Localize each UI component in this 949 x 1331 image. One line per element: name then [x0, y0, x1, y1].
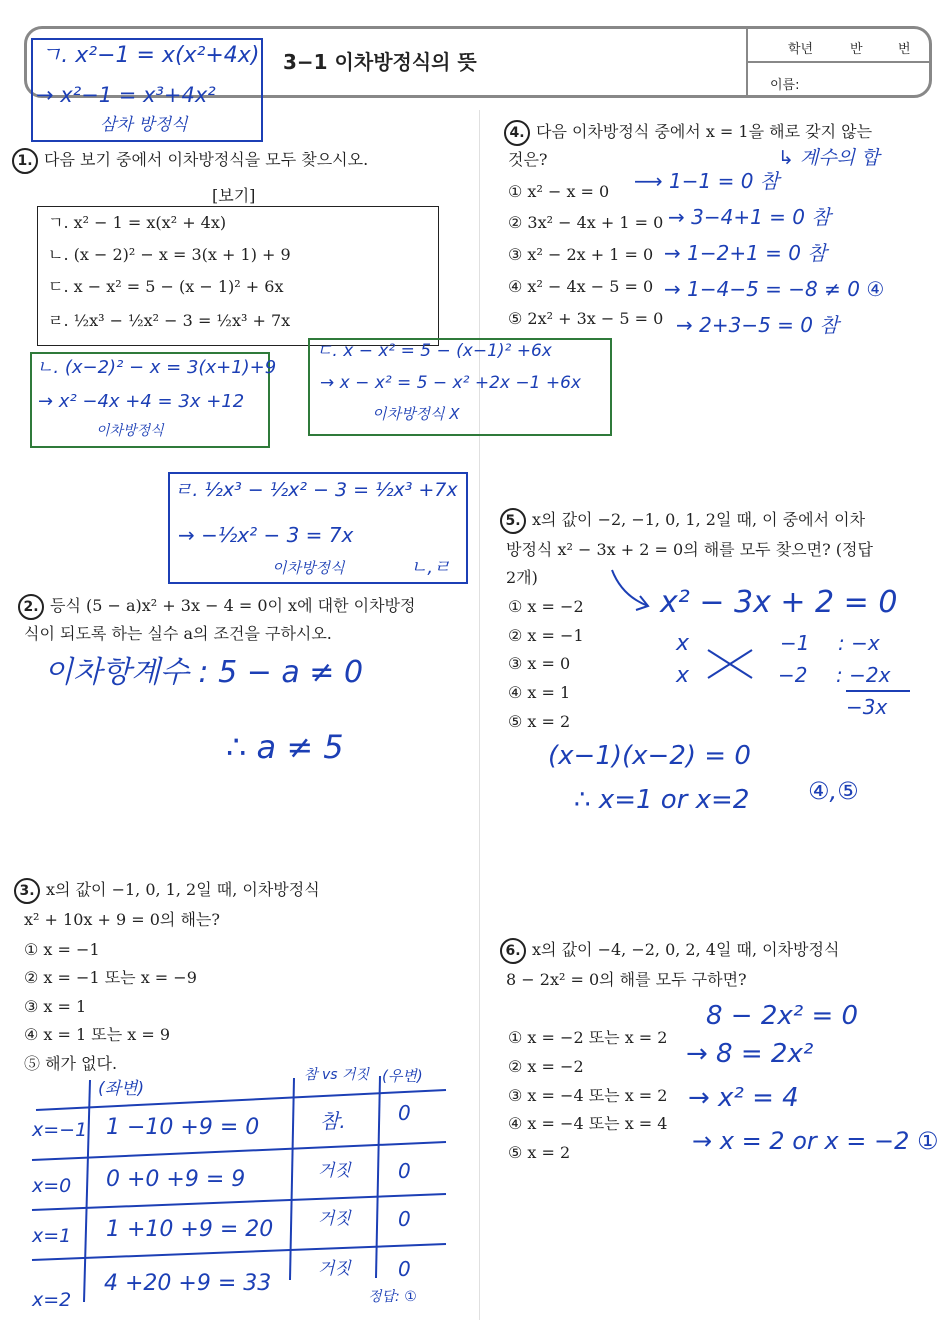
q3-row3-x: x=1 [32, 1225, 72, 1247]
q5-cross-lines [706, 644, 756, 684]
q5-hw-cross-x2: x [676, 663, 690, 688]
q2-text-2: 식이 되도록 하는 실수 a의 조건을 구하시오. [24, 624, 332, 643]
q1-note-n-line3: 이차방정식 [96, 423, 164, 439]
q1-note-d-line2: → x − x² = 5 − x² +2x −1 +6x [320, 373, 581, 393]
q1-prompt [12, 148, 368, 174]
q3-row1-left: 1 −10 +9 = 0 [106, 1115, 260, 1140]
q6-option-3: ③ x = −4 또는 x = 2 [508, 1086, 668, 1105]
q1-note-r-line1: ㄹ. ½x³ − ½x² − 3 = ½x³ +7x [174, 479, 458, 501]
q4-option-3: ③ x² − 2x + 1 = 0 [508, 245, 654, 264]
note-header-line1: ㄱ. x²−1 = x(x²+4x) [40, 43, 260, 68]
q5-arrow [604, 566, 664, 616]
note-header-line2: → x²−1 = x³+4x² [36, 83, 216, 107]
q6-option-2: ② x = −2 [508, 1057, 584, 1076]
q6-hw-4: → x = 2 or x = −2 ① [692, 1127, 939, 1155]
q5-number: 5. [500, 508, 526, 534]
note-header-line3: 삼차 방정식 [100, 115, 188, 135]
student-info [746, 28, 932, 96]
q6-prompt [500, 938, 839, 964]
q6-number: 6. [500, 938, 526, 964]
q6-hw-3: → x² = 4 [688, 1083, 799, 1113]
q6-text-1: x의 값이 −4, −2, 0, 2, 4일 때, 이차방정식 [532, 940, 840, 959]
q1-note-n-line2: → x² −4x +4 = 3x +12 [38, 391, 245, 412]
q3-option-5: ⑤ 해가 없다. [24, 1054, 118, 1073]
q4-text-1: 다음 이차방정식 중에서 x = 1을 해로 갖지 않는 [536, 122, 873, 141]
q1-item-1: ㄱ. x² − 1 = x(x² + 4x) [48, 213, 227, 232]
q6-hw-1: 8 − 2x² = 0 [706, 1001, 859, 1031]
q3-text-2: x² + 10x + 9 = 0의 해는? [24, 910, 220, 929]
q3-text-1: x의 값이 −1, 0, 1, 2일 때, 이차방정식 [46, 880, 320, 899]
q3-row2-right: 0 [398, 1159, 411, 1183]
q3-row3-right: 0 [398, 1207, 411, 1231]
q5-hw-cross-r2: : −2x [836, 663, 891, 687]
q1-note-r-answer: ㄴ,ㄹ [410, 557, 451, 578]
q1-note-r-line3: 이차방정식 [272, 559, 345, 577]
q1-note-d-line1: ㄷ. x − x² = 5 − (x−1)² +6x [316, 341, 552, 361]
q6-option-1: ① x = −2 또는 x = 2 [508, 1028, 668, 1047]
q3-option-1: ① x = −1 [24, 940, 100, 959]
q3-answer: 정답: ① [368, 1289, 417, 1305]
page-title: 3−1 이차방정식의 뜻 [283, 50, 477, 74]
q4-option-5: ⑤ 2x² + 3x − 5 = 0 [508, 309, 664, 328]
name-label: 이름: [770, 78, 800, 93]
q6-hw-2: → 8 = 2x² [686, 1039, 814, 1069]
q6-option-4: ④ x = −4 또는 x = 4 [508, 1114, 668, 1133]
q5-hw-cross-r1: : −x [838, 631, 880, 655]
q1-item-3: ㄷ. x − x² = 5 − (x − 1)² + 6x [48, 277, 284, 296]
q1-bogi-title: [보기] [212, 186, 256, 205]
q5-text-1: x의 값이 −2, −1, 0, 1, 2일 때, 이 중에서 이차 [532, 510, 866, 529]
number-label: 번 [898, 42, 911, 57]
q3-th-left: (좌변) [98, 1079, 145, 1099]
q5-hw-cross-sum: −3x [846, 695, 888, 719]
q5-hw-factor: (x−1)(x−2) = 0 [548, 741, 751, 771]
q3-option-3: ③ x = 1 [24, 997, 87, 1016]
q3-row4-right: 0 [398, 1257, 411, 1281]
q3-number: 3. [14, 878, 40, 904]
q3-row4-left: 4 +20 +9 = 33 [104, 1271, 272, 1296]
q5-option-5: ⑤ x = 2 [508, 712, 571, 731]
q6-option-5: ⑤ x = 2 [508, 1143, 571, 1162]
class-label: 반 [850, 42, 863, 57]
q3-row1-x: x=−1 [32, 1119, 88, 1141]
q3-row1-right: 0 [398, 1101, 411, 1125]
q5-hw-cross-x1: x [676, 631, 690, 656]
q4-prompt [504, 120, 872, 146]
q5-option-4: ④ x = 1 [508, 683, 571, 702]
q5-option-1: ① x = −2 [508, 597, 584, 616]
q3-row3-left: 1 +10 +9 = 20 [106, 1217, 274, 1242]
q4-number: 4. [504, 120, 530, 146]
q4-hw-1: ⟶ 1−1 = 0 참 [634, 169, 780, 193]
q5-hw-sum-line [846, 690, 910, 692]
q4-hw-3: → 1−2+1 = 0 참 [664, 241, 827, 265]
q5-option-2: ② x = −1 [508, 626, 584, 645]
column-divider [479, 110, 480, 1320]
q4-note: ↳ 계수의 합 [778, 147, 880, 169]
q2-hw-1: 이차항계수 : 5 − a ≠ 0 [44, 655, 364, 690]
q3-row2-x: x=0 [32, 1175, 72, 1197]
q1-item-4: ㄹ. ½x³ − ½x² − 3 = ½x³ + 7x [48, 311, 291, 330]
q5-hw-answer: ④,⑤ [808, 777, 859, 805]
q6-text-2: 8 − 2x² = 0의 해를 모두 구하면? [506, 970, 747, 989]
q5-text-2: 방정식 x² − 3x + 2 = 0의 해를 모두 찾으면? (정답 [506, 540, 873, 559]
q3-option-2: ② x = −1 또는 x = −9 [24, 968, 197, 987]
q1-note-d-line3: 이차방정식 X [372, 405, 460, 423]
q4-hw-2: → 3−4+1 = 0 참 [668, 205, 831, 229]
q3-row2-left: 0 +0 +9 = 9 [106, 1167, 246, 1192]
q2-prompt [18, 594, 415, 620]
q5-text-3: 2개) [506, 568, 538, 587]
q3-th-right: (우변) [382, 1067, 423, 1085]
q3-row3-judge: 거짓 [318, 1209, 351, 1229]
q1-text: 다음 보기 중에서 이차방정식을 모두 찾으시오. [44, 150, 369, 169]
q1-bogi-box [37, 206, 439, 346]
q3-row4-x: x=2 [32, 1289, 72, 1311]
q3-prompt [14, 878, 320, 904]
q1-number: 1. [12, 148, 38, 174]
q3-row4-judge: 거짓 [318, 1259, 351, 1279]
q1-note-r-line2: → −½x² − 3 = 7x [178, 523, 354, 547]
q4-hw-4: → 1−4−5 = −8 ≠ 0 ④ [664, 277, 885, 301]
q4-option-2: ② 3x² − 4x + 1 = 0 [508, 213, 664, 232]
q3-row2-judge: 거짓 [318, 1161, 351, 1181]
q4-option-1: ① x² − x = 0 [508, 182, 610, 201]
q5-hw-cross-m2: −2 [778, 663, 808, 687]
q4-option-4: ④ x² − 4x − 5 = 0 [508, 277, 654, 296]
q5-hw-cross-m1: −1 [780, 631, 810, 655]
q5-option-3: ③ x = 0 [508, 654, 571, 673]
q3-th-judge: 참 vs 거짓 [304, 1067, 370, 1083]
q4-hw-5: → 2+3−5 = 0 참 [676, 313, 839, 337]
q5-hw-result: ∴ x=1 or x=2 [574, 785, 750, 815]
grade-label: 학년 [788, 42, 814, 57]
q3-row1-judge: 참. [320, 1109, 346, 1133]
q2-text-1: 등식 (5 − a)x² + 3x − 4 = 0이 x에 대한 이차방정 [50, 596, 416, 615]
q5-hw-eq: x² − 3x + 2 = 0 [660, 585, 898, 620]
q1-item-2: ㄴ. (x − 2)² − x = 3(x + 1) + 9 [48, 245, 291, 264]
q4-text-2: 것은? [508, 150, 548, 169]
q2-number: 2. [18, 594, 44, 620]
q3-option-4: ④ x = 1 또는 x = 9 [24, 1025, 171, 1044]
q2-hw-2: ∴ a ≠ 5 [226, 728, 344, 766]
q3-hw-table [28, 1068, 448, 1318]
q5-prompt [500, 508, 865, 534]
q1-note-n-line1: ㄴ. (x−2)² − x = 3(x+1)+9 [36, 357, 277, 378]
